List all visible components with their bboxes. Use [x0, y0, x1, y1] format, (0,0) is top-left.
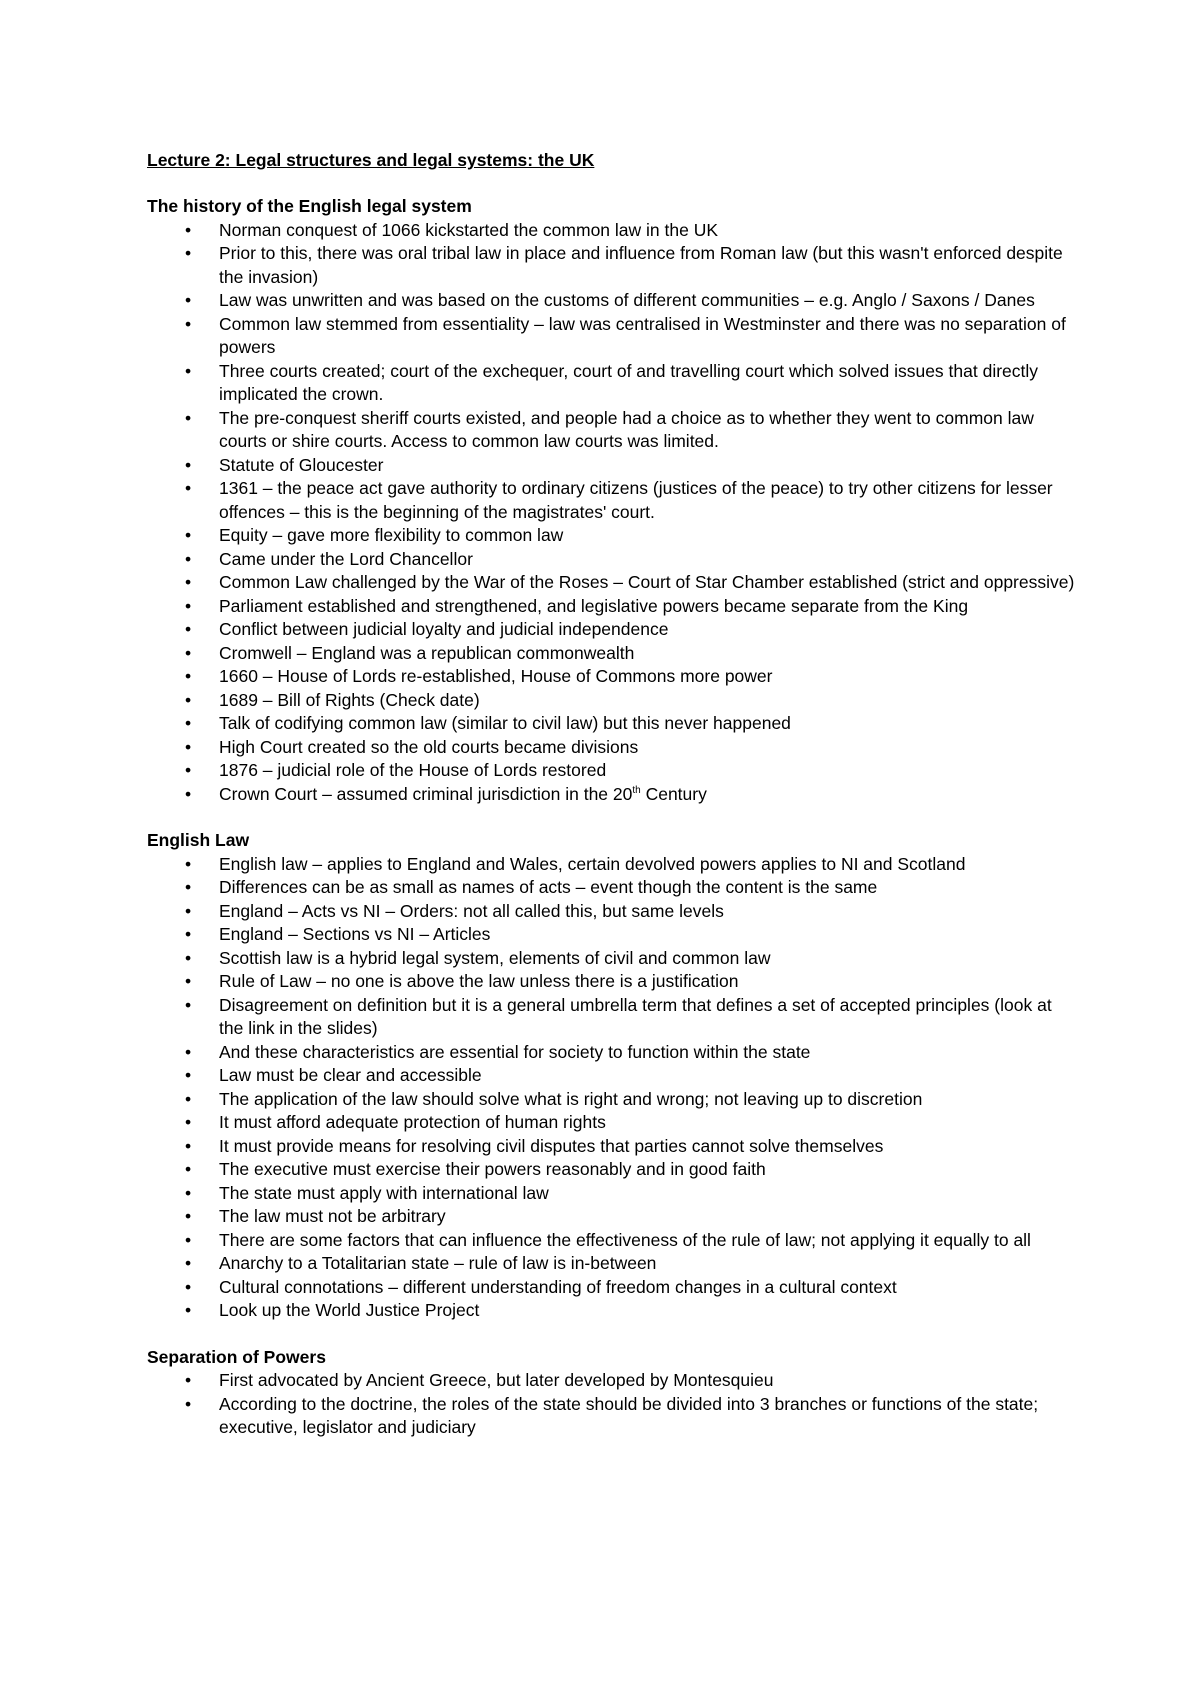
bullet-item: • Three courts created; court of the exchequer, court of and travelling court which solved issues that directly implicated the crown.	[147, 360, 1080, 407]
bullet-item: • Parliament established and strengthened, and legislative powers became separate from the King	[147, 595, 1080, 619]
section-heading: Separation of Powers	[147, 1346, 326, 1367]
bullet-item: • Norman conquest of 1066 kickstarted the common law in the UK	[147, 219, 1080, 243]
bullet-item: • Disagreement on definition but it is a general umbrella term that defines a set of accepted principles (look at the link in the slides)	[147, 994, 1080, 1041]
bullet-item: • According to the doctrine, the roles of the state should be divided into 3 branches or functions of the state; executive, legislator and judiciary	[147, 1393, 1080, 1440]
bullet-list	[147, 1369, 1080, 1440]
bullet-item: • Rule of Law – no one is above the law unless there is a justification	[147, 970, 1080, 994]
bullet-item: • Talk of codifying common law (similar to civil law) but this never happened	[147, 712, 1080, 736]
bullet-item: • Law was unwritten and was based on the customs of different communities – e.g. Anglo / Saxons / Danes	[147, 289, 1080, 313]
bullet-item: • 1660 – House of Lords re-established, House of Commons more power	[147, 665, 1080, 689]
bullet-item: • High Court created so the old courts became divisions	[147, 736, 1080, 760]
bullet-list	[147, 853, 1080, 1323]
bullet-item: • 1876 – judicial role of the House of Lords restored	[147, 759, 1080, 783]
bullet-item: • The law must not be arbitrary	[147, 1205, 1080, 1229]
bullet-item: • England – Acts vs NI – Orders: not all called this, but same levels	[147, 900, 1080, 924]
bullet-item: • The state must apply with international law	[147, 1182, 1080, 1206]
bullet-item: • Common law stemmed from essentiality – law was centralised in Westminster and there was no separation of powers	[147, 313, 1080, 360]
ordinal-suffix: th	[632, 784, 641, 796]
bullet-item: • Law must be clear and accessible	[147, 1064, 1080, 1088]
bullet-item: • Statute of Gloucester	[147, 454, 1080, 478]
bullet-item: • 1689 – Bill of Rights (Check date)	[147, 689, 1080, 713]
section-heading: English Law	[147, 830, 250, 850]
bullet-item: • England – Sections vs NI – Articles	[147, 923, 1080, 947]
bullet-item: • Prior to this, there was oral tribal law in place and influence from Roman law (but this wasn't enforced despite the invasion)	[147, 242, 1080, 289]
bullet-list	[147, 219, 1080, 807]
bullet-item: • Anarchy to a Totalitarian state – rule of law is in-between	[147, 1252, 1080, 1276]
bullet-item: • And these characteristics are essential for society to function within the state	[147, 1041, 1080, 1065]
bullet-item: • Common Law challenged by the War of the Roses – Court of Star Chamber established (strict and oppressive)	[147, 571, 1080, 595]
bullet-item: • It must afford adequate protection of human rights	[147, 1111, 1080, 1135]
bullet-item: • The application of the law should solve what is right and wrong; not leaving up to discretion	[147, 1088, 1080, 1112]
bullet-item: • First advocated by Ancient Greece, but later developed by Montesquieu	[147, 1369, 1080, 1393]
section-history	[147, 195, 1080, 806]
bullet-item: • Scottish law is a hybrid legal system, elements of civil and common law	[147, 947, 1080, 971]
bullet-item	[147, 783, 1080, 807]
bullet-item: • The executive must exercise their powers reasonably and in good faith	[147, 1158, 1080, 1182]
bullet-item: • Differences can be as small as names of acts – event though the content is the same	[147, 876, 1080, 900]
section-english-law	[147, 829, 1080, 1323]
bullet-item: • Came under the Lord Chancellor	[147, 548, 1080, 572]
bullet-item: • It must provide means for resolving civil disputes that parties cannot solve themselves	[147, 1135, 1080, 1159]
document-title: Lecture 2: Legal structures and legal systems: the UK	[147, 150, 595, 170]
bullet-item: • 1361 – the peace act gave authority to ordinary citizens (justices of the peace) to try other citizens for lesser offences – this is the beginning of the magistrates' court.	[147, 477, 1080, 524]
section-separation-of-powers	[147, 1346, 1080, 1440]
bullet-item: • The pre-conquest sheriff courts existed, and people had a choice as to whether they went to common law courts or shire courts. Access to common law courts was limited.	[147, 407, 1080, 454]
bullet-item: • Look up the World Justice Project	[147, 1299, 1080, 1323]
bullet-text: Century	[640, 783, 707, 804]
bullet-item: • English law – applies to England and Wales, certain devolved powers applies to NI and Scotland	[147, 853, 1080, 877]
bullet-item: • Equity – gave more flexibility to common law	[147, 524, 1080, 548]
bullet-item: • Conflict between judicial loyalty and judicial independence	[147, 618, 1080, 642]
bullet-item: • Cromwell – England was a republican commonwealth	[147, 642, 1080, 666]
section-heading: The history of the English legal system	[147, 196, 472, 216]
bullet-text: Crown Court – assumed criminal jurisdiction in the 20	[219, 783, 633, 804]
bullet-item: • There are some factors that can influence the effectiveness of the rule of law; not applying it equally to all	[147, 1229, 1080, 1253]
bullet-item: • Cultural connotations – different understanding of freedom changes in a cultural context	[147, 1276, 1080, 1300]
